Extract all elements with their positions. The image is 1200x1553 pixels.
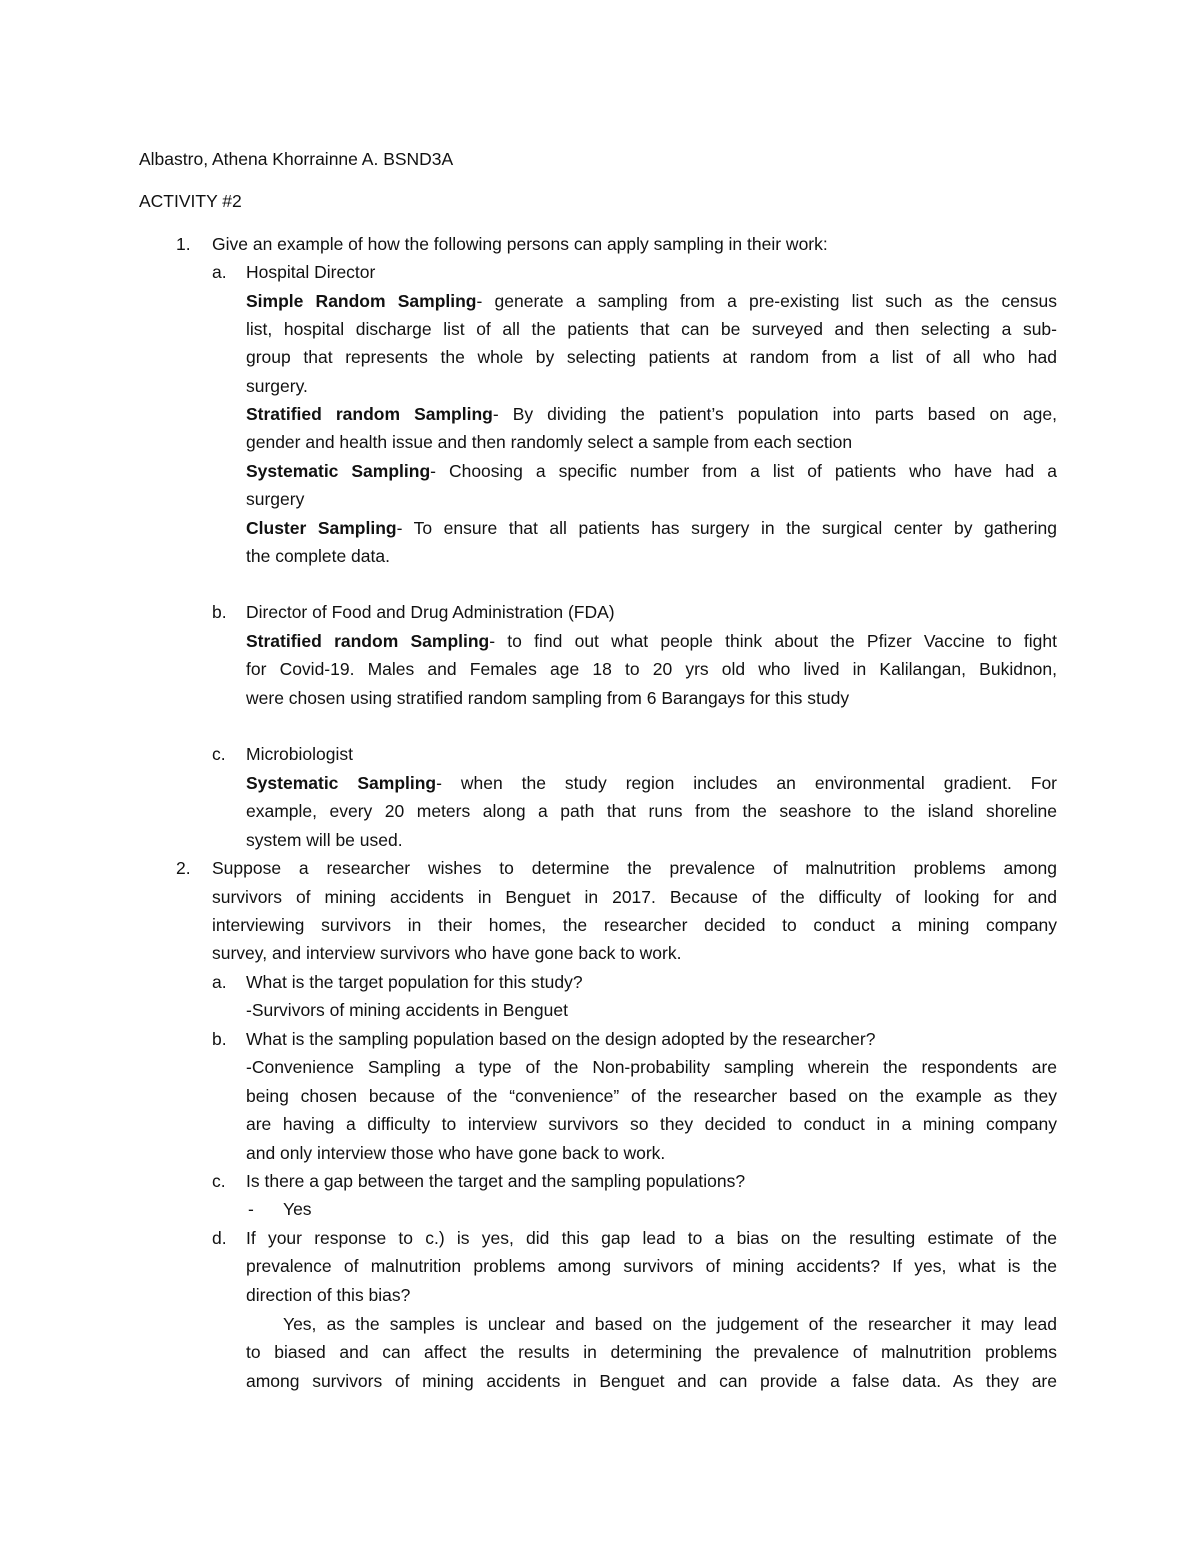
q1b-title: Director of Food and Drug Administration (FDA)	[246, 602, 615, 622]
q1b-str-line3: were chosen using stratified random sampling from 6 Barangays for this study	[246, 688, 850, 708]
q1b-str-line1: Stratified random Sampling- to find out what people think about the Pfizer Vaccine to fight	[246, 631, 1057, 651]
activity-title: ACTIVITY #2	[139, 191, 242, 211]
q1-question: Give an example of how the following persons can apply sampling in their work:	[212, 234, 828, 254]
q1a-str-line1: Stratified random Sampling- By dividing the patient’s population into parts based on age,	[246, 404, 1058, 424]
systematic-label: Systematic Sampling	[246, 461, 431, 481]
q1b-letter: b.	[212, 602, 227, 622]
q1a-title: Hospital Director	[246, 262, 376, 282]
q2b-answer-line4: and only interview those who have gone back to work.	[246, 1143, 666, 1163]
q1c-sys-line2: example, every 20 meters along a path that runs from the seashore to the island shoreline	[246, 801, 1057, 821]
srs-label: Simple Random Sampling	[246, 291, 477, 311]
q2d-answer-line2: to biased and can affect the results in determining the prevalence of malnutrition problems	[246, 1342, 1057, 1362]
q2b-letter: b.	[212, 1029, 227, 1049]
q1a-srs-line1: Simple Random Sampling- generate a sampling from a pre-existing list such as the census	[246, 291, 1057, 311]
q2-number: 2.	[176, 858, 191, 878]
q1a-str-line2: gender and health issue and then randomly select a sample from each section	[246, 432, 853, 452]
q2-line2: survivors of mining accidents in Benguet in 2017. Because of the difficulty of looking for and	[212, 887, 1057, 907]
q2c-question: Is there a gap between the target and the sampling populations?	[246, 1171, 746, 1191]
q1a-srs-line3: group that represents the whole by selecting patients at random from a list of all who had	[246, 347, 1057, 367]
q1a-letter: a.	[212, 262, 227, 282]
q2a-letter: a.	[212, 972, 227, 992]
q1b-str-line2: for Covid-19. Males and Females age 18 to 20 yrs old who lived in Kalilangan, Bukidnon,	[246, 659, 1057, 679]
stratified-label: Stratified random Sampling	[246, 631, 490, 651]
q2c-letter: c.	[212, 1171, 226, 1191]
q2b-answer-line3: are having a difficulty to interview survivors so they decided to conduct in a mining company	[246, 1114, 1057, 1134]
q1a-srs-line2: list, hospital discharge list of all the patients that can be surveyed and then selecting a sub-	[246, 319, 1057, 339]
q1c-sys-line3: system will be used.	[246, 830, 403, 850]
q1a-clu-line1: Cluster Sampling- To ensure that all patients has surgery in the surgical center by gathering	[246, 518, 1057, 538]
q2d-question-line1: If your response to c.) is yes, did this gap lead to a bias on the resulting estimate of the	[246, 1228, 1057, 1248]
systematic-label: Systematic Sampling	[246, 773, 437, 793]
q2a-question: What is the target population for this study?	[246, 972, 583, 992]
student-name-line: Albastro, Athena Khorrainne A. BSND3A	[139, 149, 454, 169]
q2c-dash: -	[248, 1199, 254, 1219]
q1a-srs-line4: surgery.	[246, 376, 308, 396]
q1-number: 1.	[176, 234, 191, 254]
q1c-letter: c.	[212, 744, 226, 764]
q2a-answer: -Survivors of mining accidents in Benguet	[246, 1000, 568, 1020]
q1a-sys-line1: Systematic Sampling- Choosing a specific number from a list of patients who have had a	[246, 461, 1057, 481]
cluster-label: Cluster Sampling	[246, 518, 397, 538]
q1c-title: Microbiologist	[246, 744, 353, 764]
q1a-clu-line2: the complete data.	[246, 546, 390, 566]
q2b-answer-line2: being chosen because of the “convenience” of the researcher based on the example as they	[246, 1086, 1057, 1106]
q1a-sys-line2: surgery	[246, 489, 305, 509]
q2-line3: interviewing survivors in their homes, the researcher decided to conduct a mining company	[212, 915, 1057, 935]
q2b-answer-line1: -Convenience Sampling a type of the Non-probability sampling wherein the respondents are	[246, 1057, 1057, 1077]
q2d-question-line3: direction of this bias?	[246, 1285, 411, 1305]
q2d-letter: d.	[212, 1228, 227, 1248]
q2-line1: Suppose a researcher wishes to determine the prevalence of malnutrition problems among	[212, 858, 1057, 878]
q1c-sys-line1: Systematic Sampling- when the study region includes an environmental gradient. For	[246, 773, 1057, 793]
q2d-question-line2: prevalence of malnutrition problems among survivors of mining accidents? If yes, what is the	[246, 1256, 1057, 1276]
q2d-answer-line1: Yes, as the samples is unclear and based on the judgement of the researcher it may lead	[283, 1314, 1057, 1334]
q2c-answer: Yes	[283, 1199, 312, 1219]
stratified-label: Stratified random Sampling	[246, 404, 493, 424]
q2b-question: What is the sampling population based on the design adopted by the researcher?	[246, 1029, 876, 1049]
q2-line4: survey, and interview survivors who have gone back to work.	[212, 943, 682, 963]
q2d-answer-line3: among survivors of mining accidents in Benguet and can provide a false data. As they are	[246, 1371, 1057, 1391]
